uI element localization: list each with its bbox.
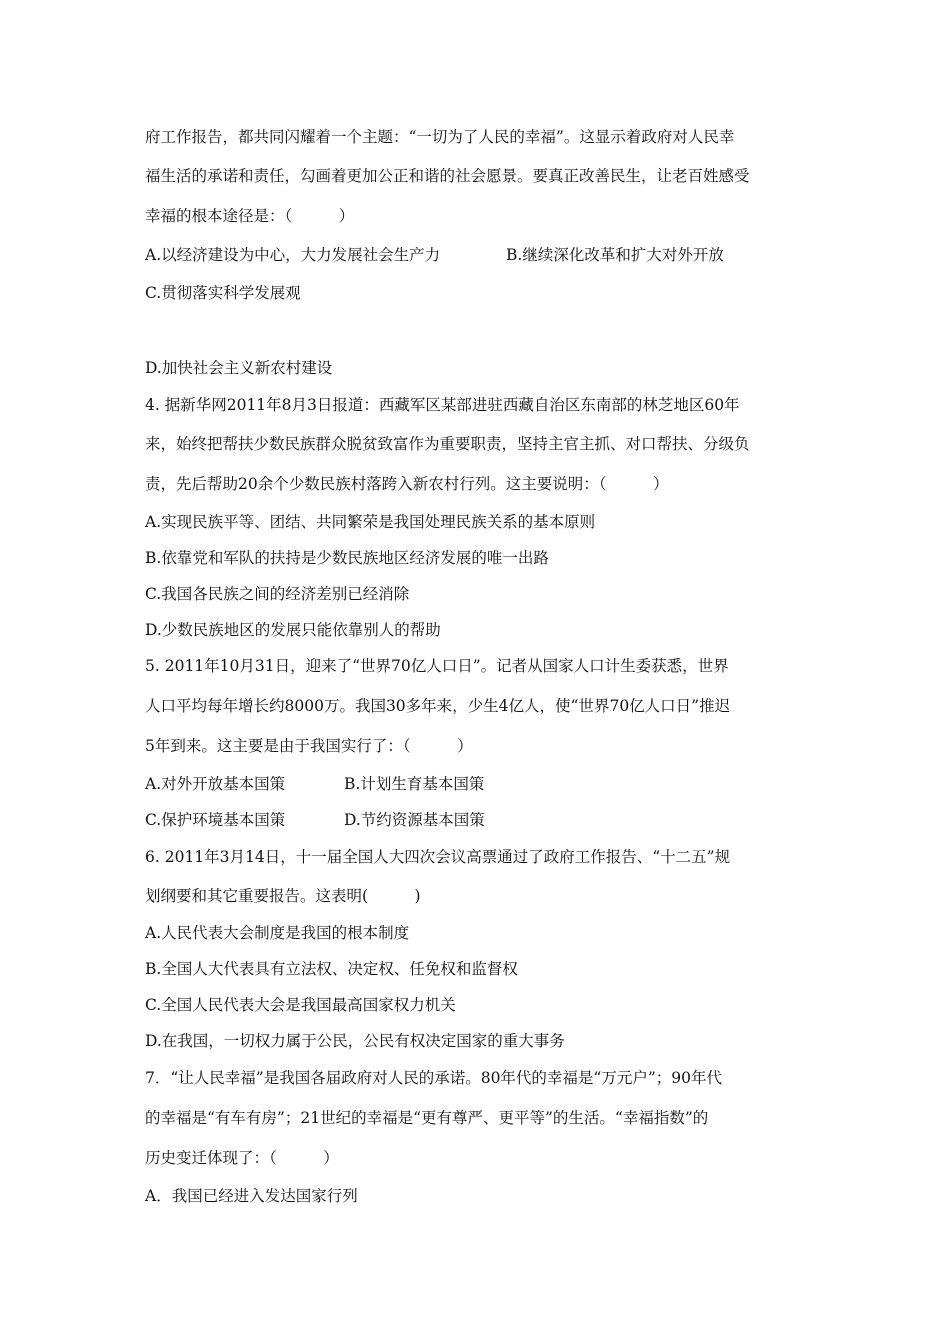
question-6-line: 划纲要和其它重要报告。这表明( ) (145, 887, 421, 905)
question-5-line: 5年到来。这主要是由于我国实行了：（ ） (145, 737, 473, 755)
option-c: C.保护环境基本国策 (145, 811, 286, 829)
option-a: A．我国已经进入发达国家行列 (145, 1187, 358, 1205)
option-d: D.在我国，一切权力属于公民，公民有权决定国家的重大事务 (145, 1032, 565, 1050)
question-4-line: 4. 据新华网2011年8月3日报道：西藏军区某部进驻西藏自治区东南部的林芝地区60年 (145, 396, 740, 414)
question-6-line: 6. 2011年3月14日，十一届全国人大四次会议高票通过了政府工作报告、“十二五”规 (145, 848, 731, 866)
paragraph-line: 幸福的根本途径是：（ ） (145, 207, 355, 225)
paragraph-line: 府工作报告，都共同闪耀着一个主题：“一切为了人民的幸福”。这显示着政府对人民幸 (145, 128, 735, 146)
option-b: B.继续深化改革和扩大对外开放 (506, 246, 724, 264)
option-b: B.计划生育基本国策 (344, 775, 485, 793)
option-a: A.人民代表大会制度是我国的根本制度 (145, 924, 410, 942)
option-c: C.贯彻落实科学发展观 (145, 284, 301, 302)
question-7-line: 的幸福是“有车有房”；21世纪的幸福是“更有尊严、更平等”的生活。“幸福指数”的 (145, 1109, 709, 1127)
option-c: C.我国各民族之间的经济差别已经消除 (145, 585, 410, 603)
question-4-line: 来，始终把帮扶少数民族群众脱贫致富作为重要职责，坚持主官主抓、对口帮扶、分级负 (145, 435, 750, 453)
option-d: D.加快社会主义新农村建设 (145, 359, 333, 377)
option-a: A.实现民族平等、团结、共同繁荣是我国处理民族关系的基本原则 (145, 513, 596, 531)
option-c: C.全国人民代表大会是我国最高国家权力机关 (145, 996, 456, 1014)
option-a: A.对外开放基本国策 (145, 775, 286, 793)
question-7-line: 历史变迁体现了：（ ） (145, 1149, 339, 1167)
option-a: A.以经济建设为中心，大力发展社会生产力 (145, 246, 441, 264)
option-b: B.依靠党和军队的扶持是少数民族地区经济发展的唯一出路 (145, 549, 549, 567)
paragraph-line: 福生活的承诺和责任，勾画着更加公正和谐的社会愿景。要真正改善民生，让老百姓感受 (145, 167, 750, 185)
question-5-line: 人口平均每年增长约8000万。我国30多年来，少生4亿人，使“世界70亿人口日”推迟 (145, 697, 731, 715)
question-4-line: 责，先后帮助20余个少数民族村落跨入新农村行列。这主要说明：（ ） (145, 475, 669, 493)
option-d: D.节约资源基本国策 (344, 811, 485, 829)
question-5-line: 5. 2011年10月31日，迎来了“世界70亿人口日”。记者从国家人口计生委获悉，世界 (145, 657, 729, 675)
question-7-line: 7．“让人民幸福”是我国各届政府对人民的承诺。80年代的幸福是“万元户”；90年代 (145, 1069, 723, 1087)
option-b: B.全国人大代表具有立法权、决定权、任免权和监督权 (145, 960, 518, 978)
option-d: D.少数民族地区的发展只能依靠别人的帮助 (145, 621, 441, 639)
